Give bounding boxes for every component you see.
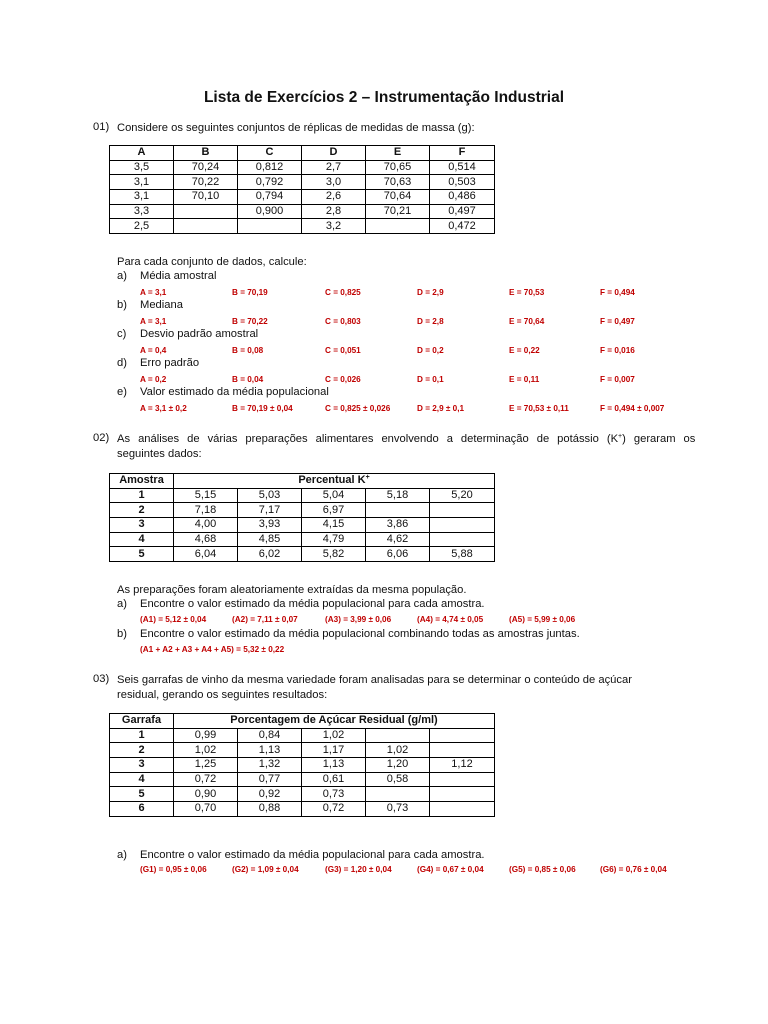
q3-statement-line2: residual, gerando os seguintes resultados: xyxy=(117,689,328,701)
q2-item-b-text: Encontre o valor estimado da média populacional combinando todas as amostras juntas. xyxy=(140,628,580,640)
table-cell: 6,04 xyxy=(174,547,238,562)
q1-item-label: Valor estimado da média populacional xyxy=(140,386,329,398)
q1-header-a: A xyxy=(110,146,174,161)
table-cell: 0,92 xyxy=(238,787,302,802)
page-title: Lista de Exercícios 2 – Instrumentação Industrial xyxy=(203,89,565,106)
table-cell: 2,7 xyxy=(302,160,366,175)
q2-text-sup: + xyxy=(618,433,623,440)
q2-answer-a: (A2) = 7,11 ± 0,07 xyxy=(232,615,298,624)
q3-statement xyxy=(117,673,657,703)
q1-answer: F = 0,494 ± 0,007 xyxy=(600,404,665,413)
table-cell: 3 xyxy=(110,758,174,773)
table-cell: 0,486 xyxy=(430,190,495,205)
table-cell xyxy=(366,503,430,518)
table-cell: 3,86 xyxy=(366,518,430,533)
table-cell: 70,65 xyxy=(366,160,430,175)
table-row xyxy=(110,175,495,190)
table-cell: 3,1 xyxy=(110,190,174,205)
table-row xyxy=(110,160,495,175)
table-cell: 6,06 xyxy=(366,547,430,562)
q2-header-sample: Amostra xyxy=(110,474,174,489)
q1-item-letter: b) xyxy=(117,299,127,311)
table-cell: 0,70 xyxy=(174,802,238,817)
table-cell: 0,58 xyxy=(366,772,430,787)
q3-item-a-letter: a) xyxy=(117,849,127,861)
table-cell: 1,02 xyxy=(302,728,366,743)
q2-answer-a: (A5) = 5,99 ± 0,06 xyxy=(509,615,576,624)
q1-statement: Considere os seguintes conjuntos de réplicas de medidas de massa (g): xyxy=(117,122,475,134)
q1-answer: C = 0,825 xyxy=(325,288,361,297)
table-cell: 4,00 xyxy=(174,518,238,533)
q2-statement-line2: seguintes dados: xyxy=(117,448,202,460)
q1-answer: A = 3,1 xyxy=(140,317,167,326)
table-cell xyxy=(430,772,495,787)
table-row xyxy=(110,547,495,562)
table-cell xyxy=(430,503,495,518)
table-row xyxy=(110,518,495,533)
table-cell xyxy=(430,518,495,533)
table-cell: 70,21 xyxy=(366,204,430,219)
table-cell: 0,812 xyxy=(238,160,302,175)
q2-answer-a: (A1) = 5,12 ± 0,04 xyxy=(140,615,207,624)
q3-answer-a: (G1) = 0,95 ± 0,06 xyxy=(140,865,207,874)
table-cell: 7,17 xyxy=(238,503,302,518)
table-cell: 5,04 xyxy=(302,488,366,503)
q3-answer-a: (G4) = 0,67 ± 0,04 xyxy=(417,865,484,874)
table-cell: 3,0 xyxy=(302,175,366,190)
q1-item-letter: e) xyxy=(117,386,127,398)
q1-answer: F = 0,016 xyxy=(600,346,635,355)
table-cell: 0,99 xyxy=(174,728,238,743)
table-cell: 4 xyxy=(110,772,174,787)
q1-item-letter: c) xyxy=(117,328,127,340)
table-row xyxy=(110,787,495,802)
table-cell xyxy=(430,743,495,758)
q2-table-header-row xyxy=(110,474,495,489)
q1-answer: B = 0,08 xyxy=(232,346,264,355)
table-cell xyxy=(174,219,238,234)
q1-answer: C = 0,026 xyxy=(325,375,361,384)
table-cell: 0,514 xyxy=(430,160,495,175)
table-cell: 2,6 xyxy=(302,190,366,205)
table-cell: 1 xyxy=(110,728,174,743)
table-cell: 5 xyxy=(110,787,174,802)
table-cell: 0,72 xyxy=(302,802,366,817)
table-cell: 2,8 xyxy=(302,204,366,219)
q1-item-label: Mediana xyxy=(140,299,183,311)
q1-answer: B = 70,22 xyxy=(232,317,268,326)
table-cell: 4,15 xyxy=(302,518,366,533)
table-cell xyxy=(366,728,430,743)
table-cell: 1,12 xyxy=(430,758,495,773)
table-cell: 5,82 xyxy=(302,547,366,562)
q1-answer: F = 0,494 xyxy=(600,288,635,297)
q1-answer: B = 70,19 ± 0,04 xyxy=(232,404,293,413)
table-cell: 0,90 xyxy=(174,787,238,802)
q3-header-percent: Porcentagem de Açúcar Residual (g/ml) xyxy=(174,714,495,729)
q1-answer: C = 0,803 xyxy=(325,317,361,326)
table-cell: 0,61 xyxy=(302,772,366,787)
table-cell: 0,73 xyxy=(302,787,366,802)
q1-table-header-row xyxy=(110,146,495,161)
table-cell xyxy=(430,532,495,547)
table-cell: 0,794 xyxy=(238,190,302,205)
q2-table xyxy=(109,473,495,562)
q2-answer-a: (A4) = 4,74 ± 0,05 xyxy=(417,615,484,624)
q1-answer: E = 70,64 xyxy=(509,317,545,326)
table-cell: 6 xyxy=(110,802,174,817)
table-cell xyxy=(366,787,430,802)
table-cell: 70,24 xyxy=(174,160,238,175)
q1-answer: E = 0,22 xyxy=(509,346,540,355)
table-cell: 1,25 xyxy=(174,758,238,773)
q1-answer: D = 0,2 xyxy=(417,346,444,355)
table-cell: 5,03 xyxy=(238,488,302,503)
table-row xyxy=(110,219,495,234)
q2-header-percent xyxy=(174,474,495,489)
table-cell: 0,72 xyxy=(174,772,238,787)
q1-answer: B = 70,19 xyxy=(232,288,268,297)
q1-answer: E = 70,53 xyxy=(509,288,545,297)
q1-answer: F = 0,007 xyxy=(600,375,635,384)
table-cell: 3 xyxy=(110,518,174,533)
table-row xyxy=(110,743,495,758)
table-cell: 1 xyxy=(110,488,174,503)
q1-answer: B = 0,04 xyxy=(232,375,264,384)
q2-header-sup: + xyxy=(365,474,370,482)
table-cell: 1,02 xyxy=(366,743,430,758)
table-cell: 2 xyxy=(110,743,174,758)
q2-item-a-letter: a) xyxy=(117,598,127,610)
q1-item-label: Erro padrão xyxy=(140,357,200,369)
table-cell: 2,5 xyxy=(110,219,174,234)
q1-answer: C = 0,825 ± 0,026 xyxy=(325,404,391,413)
q3-number: 03) xyxy=(93,673,110,685)
table-cell: 3,2 xyxy=(302,219,366,234)
table-row xyxy=(110,772,495,787)
table-cell: 1,20 xyxy=(366,758,430,773)
q3-table xyxy=(109,713,495,817)
q1-item-letter: a) xyxy=(117,270,127,282)
table-cell xyxy=(174,204,238,219)
q1-intro: Para cada conjunto de dados, calcule: xyxy=(117,256,307,268)
table-cell: 0,497 xyxy=(430,204,495,219)
table-cell: 1,17 xyxy=(302,743,366,758)
q2-statement-text xyxy=(117,432,695,447)
q1-answer: A = 0,2 xyxy=(140,375,167,384)
table-cell: 1,02 xyxy=(174,743,238,758)
q1-item-label: Média amostral xyxy=(140,270,217,282)
q1-answer: C = 0,051 xyxy=(325,346,361,355)
table-cell: 70,64 xyxy=(366,190,430,205)
q3-answer-a: (G2) = 1,09 ± 0,04 xyxy=(232,865,299,874)
q1-header-e: E xyxy=(366,146,430,161)
q1-answer: E = 70,53 ± 0,11 xyxy=(509,404,569,413)
q3-header-bottle: Garrafa xyxy=(110,714,174,729)
table-cell: 70,22 xyxy=(174,175,238,190)
table-cell: 4,85 xyxy=(238,532,302,547)
table-cell: 5,15 xyxy=(174,488,238,503)
table-cell: 5,20 xyxy=(430,488,495,503)
table-cell xyxy=(238,219,302,234)
table-row xyxy=(110,204,495,219)
table-cell: 6,02 xyxy=(238,547,302,562)
q2-answer-b: (A1 + A2 + A3 + A4 + A5) = 5,32 ± 0,22 xyxy=(140,645,285,654)
table-cell: 4 xyxy=(110,532,174,547)
table-row xyxy=(110,758,495,773)
table-row xyxy=(110,190,495,205)
q1-answer: A = 0,4 xyxy=(140,346,167,355)
table-cell: 70,10 xyxy=(174,190,238,205)
q2-statement-line1 xyxy=(117,432,699,447)
q1-answer: D = 0,1 xyxy=(417,375,444,384)
q1-header-c: C xyxy=(238,146,302,161)
table-cell: 1,32 xyxy=(238,758,302,773)
table-row xyxy=(110,503,495,518)
q2-number: 02) xyxy=(93,432,110,444)
q2-header-percent-text: Percentual K xyxy=(298,474,366,487)
table-cell: 0,88 xyxy=(238,802,302,817)
table-cell: 0,503 xyxy=(430,175,495,190)
q1-item-label: Desvio padrão amostral xyxy=(140,328,259,340)
table-row xyxy=(110,802,495,817)
q3-statement-line1: Seis garrafas de vinho da mesma variedade foram analisadas para se determinar o conteúdo de açúcar xyxy=(117,674,632,686)
table-cell: 2 xyxy=(110,503,174,518)
q2-text-before: As análises de várias preparações alimentares envolvendo a determinação de potássio (K xyxy=(117,433,619,445)
table-cell: 7,18 xyxy=(174,503,238,518)
q1-item-letter: d) xyxy=(117,357,127,369)
q1-number: 01) xyxy=(93,121,110,133)
table-cell: 3,1 xyxy=(110,175,174,190)
q2-intro: As preparações foram aleatoriamente extraídas da mesma população. xyxy=(117,584,467,596)
table-cell: 1,13 xyxy=(238,743,302,758)
q1-answer: F = 0,497 xyxy=(600,317,635,326)
q1-answer: D = 2,8 xyxy=(417,317,444,326)
table-cell: 5,18 xyxy=(366,488,430,503)
q1-header-d: D xyxy=(302,146,366,161)
table-cell: 6,97 xyxy=(302,503,366,518)
table-cell xyxy=(430,802,495,817)
q1-answer: A = 3,1 ± 0,2 xyxy=(140,404,187,413)
table-cell xyxy=(430,787,495,802)
q2-answer-a: (A3) = 3,99 ± 0,06 xyxy=(325,615,392,624)
table-cell: 4,79 xyxy=(302,532,366,547)
q3-item-a-text: Encontre o valor estimado da média populacional para cada amostra. xyxy=(140,849,485,861)
q1-answer: D = 2,9 xyxy=(417,288,444,297)
q3-answer-a: (G5) = 0,85 ± 0,06 xyxy=(509,865,576,874)
q1-answer: D = 2,9 ± 0,1 xyxy=(417,404,465,413)
table-cell xyxy=(366,219,430,234)
q2-item-a-text: Encontre o valor estimado da média populacional para cada amostra. xyxy=(140,598,485,610)
table-cell: 3,5 xyxy=(110,160,174,175)
table-cell xyxy=(430,728,495,743)
table-cell: 4,62 xyxy=(366,532,430,547)
q3-table-header-row xyxy=(110,714,495,729)
q3-answer-a: (G3) = 1,20 ± 0,04 xyxy=(325,865,392,874)
table-cell: 3,3 xyxy=(110,204,174,219)
table-cell: 0,84 xyxy=(238,728,302,743)
table-cell: 1,13 xyxy=(302,758,366,773)
table-row xyxy=(110,532,495,547)
q1-header-b: B xyxy=(174,146,238,161)
q1-table xyxy=(109,145,495,234)
table-cell: 0,900 xyxy=(238,204,302,219)
table-cell: 70,63 xyxy=(366,175,430,190)
table-cell: 0,792 xyxy=(238,175,302,190)
q2-statement xyxy=(117,432,699,462)
q2-text-after: ) geraram os xyxy=(622,433,696,445)
table-cell: 5,88 xyxy=(430,547,495,562)
q1-answer: A = 3,1 xyxy=(140,288,167,297)
q1-header-f: F xyxy=(430,146,495,161)
table-cell: 0,472 xyxy=(430,219,495,234)
table-row xyxy=(110,728,495,743)
table-cell: 0,73 xyxy=(366,802,430,817)
q3-answer-a: (G6) = 0,76 ± 0,04 xyxy=(600,865,667,874)
q2-item-b-letter: b) xyxy=(117,628,127,640)
table-cell: 4,68 xyxy=(174,532,238,547)
table-row xyxy=(110,488,495,503)
table-cell: 0,77 xyxy=(238,772,302,787)
table-cell: 5 xyxy=(110,547,174,562)
table-cell: 3,93 xyxy=(238,518,302,533)
q1-answer: E = 0,11 xyxy=(509,375,540,384)
